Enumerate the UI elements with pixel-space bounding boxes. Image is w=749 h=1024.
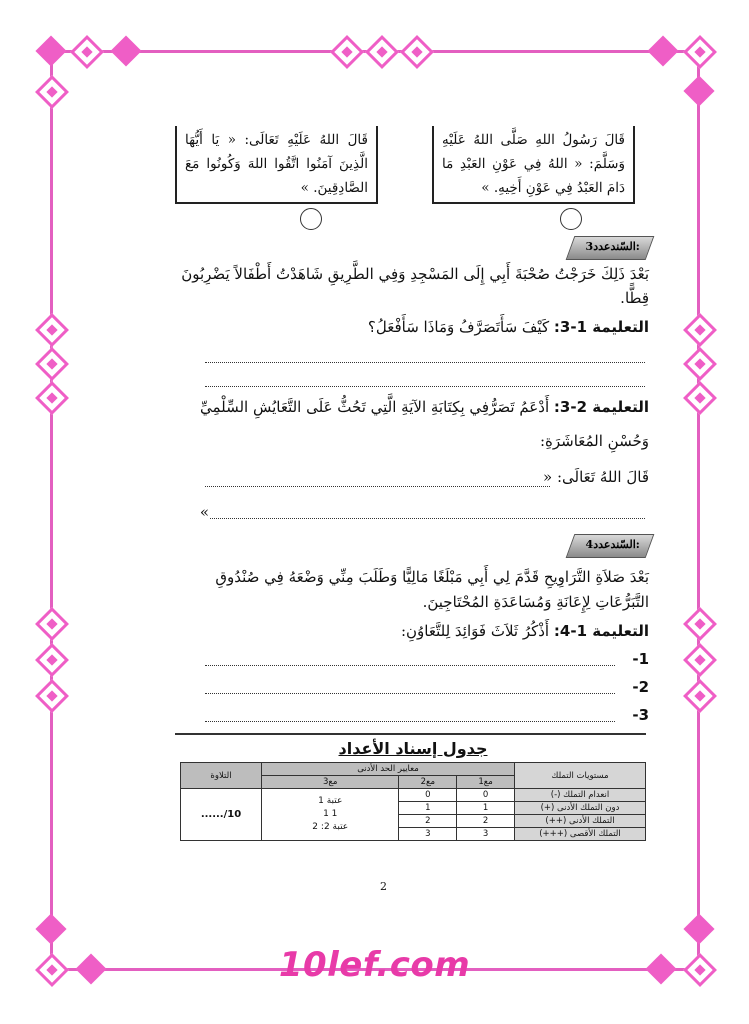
frame-diamond bbox=[35, 913, 66, 944]
support-3-tag bbox=[566, 236, 655, 260]
frame-diamond bbox=[683, 607, 717, 641]
instruction-3-2-text: أَدْعَمُ تَصَرُّفِي بِكِتَابَةِ الآيَةِ الَّتِي تَحُثُّ عَلَى التَّعَايُشِ السِّلْمِيِّ bbox=[199, 398, 550, 416]
frame-diamond bbox=[647, 35, 678, 66]
instruction-3-1 bbox=[368, 318, 649, 336]
row-label: دون التملك الأدنى (+) bbox=[515, 802, 646, 815]
support-4-text-line2: التَّبَرُّعَاتِ لِإِعَانَةِ وَمُسَاعَدَةِ المُحْتَاجِينَ. bbox=[422, 593, 649, 611]
cell-c2: 0 bbox=[399, 789, 457, 802]
verse-text: قَالَ اللهُ عَلَيْهِ تَعَالَى: « يَا أَيُّهَا الَّذِينَ آمَنُوا اتَّقُوا اللهَ وَكُونُوا مَعَ الصَّادِقِينَ. » bbox=[185, 132, 368, 196]
frame-diamond bbox=[35, 35, 66, 66]
c3-note-1: عتبة 1 bbox=[318, 796, 343, 806]
site-brand: 10lef.com bbox=[278, 945, 471, 985]
criterion-3-cell bbox=[262, 789, 399, 841]
support-4-tag bbox=[566, 534, 655, 558]
instruction-4-1-label: التعليمة 1-4: bbox=[553, 622, 649, 640]
frame-diamond bbox=[683, 913, 714, 944]
instruction-4-1-text: أَذْكُرُ ثَلاَثَ فَوَائِدَ لِلتَّعَاوُنِ: bbox=[400, 622, 550, 640]
frame-diamond bbox=[365, 35, 399, 69]
support-3-label: السّندعدد3: bbox=[585, 240, 640, 253]
support-4-text-line1: بَعْدَ صَلاَةِ التَّرَاوِيحِ قَدَّمَ لِي أَبِي مَبْلَغًا مَالِيًّا وَطَلَبَ مِنِّي وَضْعَهُ فِي صُنْدُوقِ bbox=[215, 568, 649, 586]
instruction-3-1-text: كَيْفَ سَأَتَصَرَّفُ وَمَاذَا سَأَفْعَلُ؟ bbox=[367, 318, 550, 336]
cell-c2: 2 bbox=[399, 815, 457, 828]
cell-c1: 2 bbox=[457, 815, 515, 828]
frame-diamond bbox=[35, 643, 69, 677]
support-4-label: السّندعدد4: bbox=[585, 538, 640, 551]
frame-right-line bbox=[697, 40, 700, 980]
page-number: 2 bbox=[380, 880, 387, 893]
quran-intro: قَالَ اللهُ تَعَالَى: « bbox=[543, 468, 649, 486]
row-label: التملك الأقصى (+++) bbox=[515, 828, 646, 841]
support-3-text-line1: بَعْدَ ذَلِكَ خَرَجْتُ صُحْبَةَ أَبِي إِلَى المَسْجِدِ وَفِي الطَّرِيقِ شَاهَدْتُ أَطْفَالاً يَضْرِبُونَ bbox=[181, 265, 649, 283]
frame-diamond bbox=[683, 643, 717, 677]
frame-diamond bbox=[35, 381, 69, 415]
verse-circle bbox=[300, 208, 322, 230]
frame-diamond bbox=[683, 347, 717, 381]
excellence-header: التلاوة bbox=[181, 763, 262, 789]
grading-table bbox=[180, 762, 646, 841]
instruction-3-1-label: التعليمة 1-3: bbox=[553, 318, 649, 336]
c3-note-2: 1 1 bbox=[323, 809, 338, 819]
criterion-1-header: مع1 bbox=[457, 776, 515, 789]
frame-diamond bbox=[35, 75, 69, 109]
cell-c1: 3 bbox=[457, 828, 515, 841]
frame-left-line bbox=[50, 40, 53, 980]
criterion-2-header: مع2 bbox=[399, 776, 457, 789]
answer-item-3: 3- bbox=[632, 706, 649, 724]
hadith-box bbox=[432, 126, 635, 204]
cell-c2: 3 bbox=[399, 828, 457, 841]
answer-line[interactable] bbox=[205, 721, 615, 722]
instruction-3-2-label: التعليمة 2-3: bbox=[553, 398, 649, 416]
frame-diamond bbox=[683, 75, 714, 106]
cell-c1: 0 bbox=[457, 789, 515, 802]
frame-diamond bbox=[683, 679, 717, 713]
cell-c2: 1 bbox=[399, 802, 457, 815]
hadith-circle bbox=[560, 208, 582, 230]
frame-diamond bbox=[683, 381, 717, 415]
frame-diamond bbox=[35, 347, 69, 381]
cell-c1: 1 bbox=[457, 802, 515, 815]
c3-note-3: عتبة 2: 2 bbox=[312, 822, 349, 832]
frame-diamond bbox=[110, 35, 141, 66]
row-label: انعدام التملك (-) bbox=[515, 789, 646, 802]
frame-diamond bbox=[70, 35, 104, 69]
frame-diamond bbox=[330, 35, 364, 69]
grading-title: جدول إسناد الأعداد bbox=[338, 739, 488, 758]
row-label: التملك الأدنى (++) bbox=[515, 815, 646, 828]
instruction-3-2-text2: وَحُسْنِ المُعَاشَرَةِ: bbox=[539, 432, 649, 450]
answer-item-2: 2- bbox=[632, 678, 649, 696]
answer-line[interactable] bbox=[205, 362, 645, 363]
answer-line[interactable] bbox=[205, 693, 615, 694]
hadith-text: قَالَ رَسُولُ اللهِ صَلَّى اللهُ عَلَيْهِ وَسَلَّمَ: « اللهُ فِي عَوْنِ العَبْدِ مَا دَامَ العَبْدُ فِي عَوْنِ أَخِيهِ. » bbox=[442, 132, 625, 196]
separator-line bbox=[175, 733, 646, 735]
total-cell: 10/...... bbox=[181, 789, 262, 841]
criterion-3-header: مع3 bbox=[262, 776, 399, 789]
frame-diamond bbox=[35, 679, 69, 713]
support-3-text-line2: قِطًّا. bbox=[620, 289, 649, 307]
levels-header: مستويات التملك bbox=[515, 763, 646, 789]
frame-diamond bbox=[35, 607, 69, 641]
answer-line[interactable] bbox=[205, 665, 615, 666]
answer-line[interactable] bbox=[205, 386, 645, 387]
answer-item-1: 1- bbox=[632, 650, 649, 668]
answer-line[interactable] bbox=[210, 518, 645, 519]
instruction-3-2 bbox=[200, 398, 649, 416]
frame-diamond bbox=[400, 35, 434, 69]
answer-line[interactable] bbox=[205, 486, 550, 487]
instruction-4-1 bbox=[401, 622, 649, 640]
quran-close: » bbox=[199, 503, 209, 521]
frame-diamond bbox=[683, 313, 717, 347]
frame-diamond bbox=[35, 313, 69, 347]
frame-diamond bbox=[683, 35, 717, 69]
verse-box bbox=[175, 126, 378, 204]
criteria-header: معايير الحد الأدنى bbox=[262, 763, 515, 776]
